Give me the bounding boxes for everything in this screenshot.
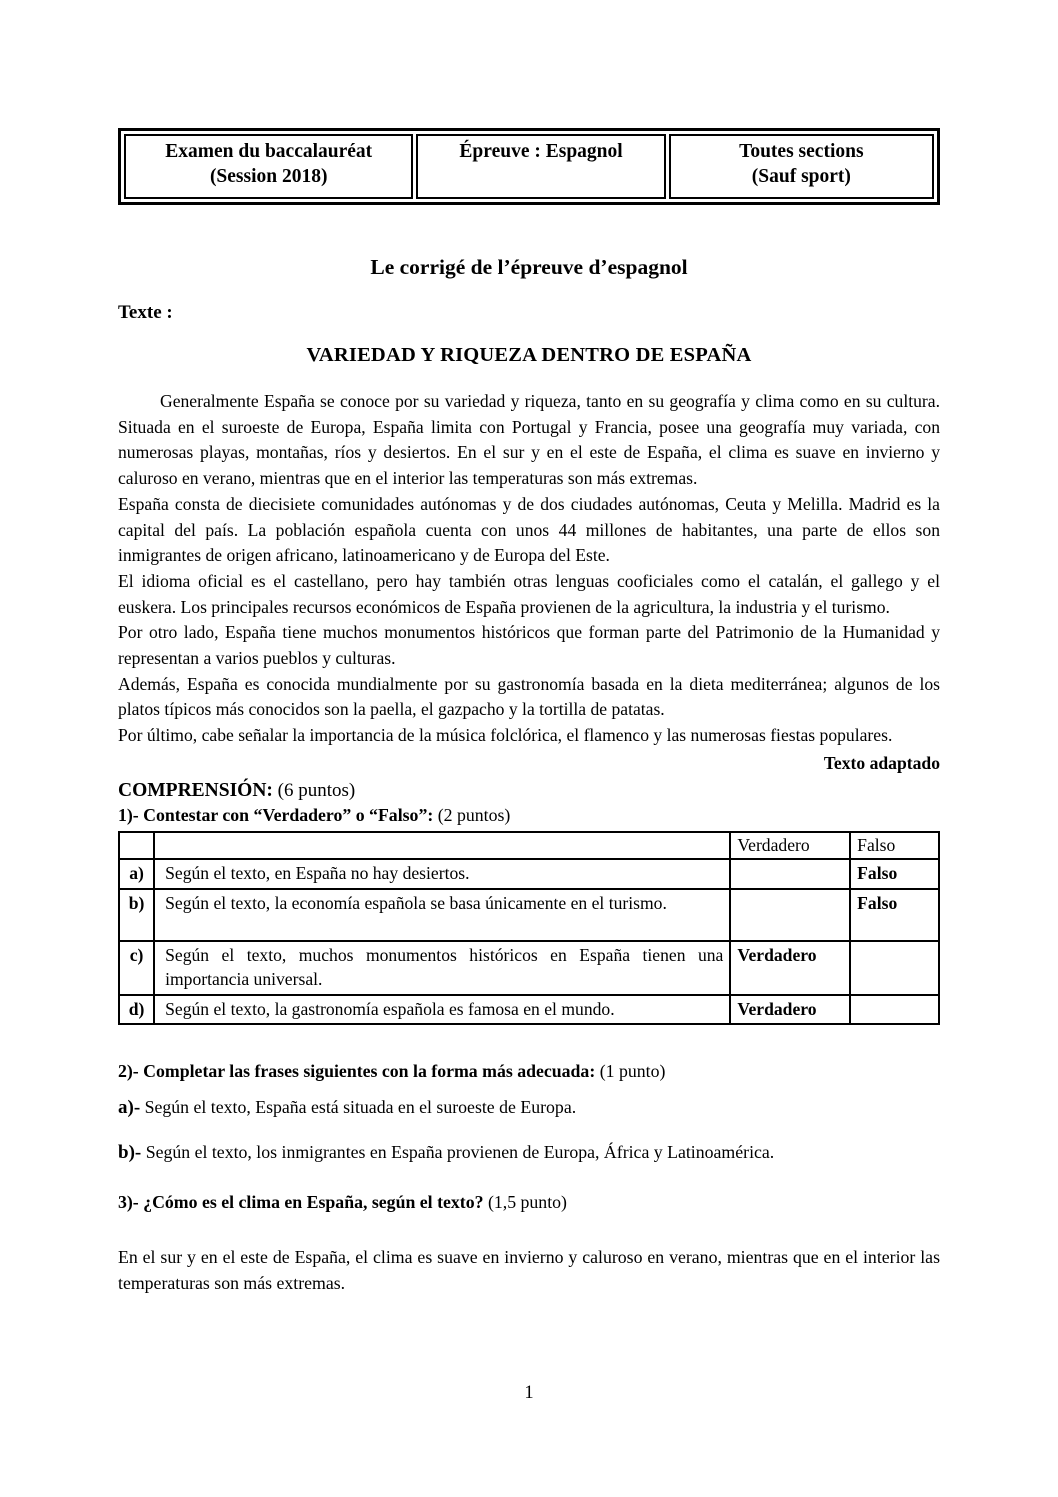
header-exam-line1: Examen du baccalauréat [165, 141, 373, 162]
header-table [118, 128, 940, 205]
paragraph: Generalmente España se conoce por su variedad y riqueza, tanto en su geografía y clima como en su cultura. Situada en el suroeste de Europa, España limita con Portugal y Francia, posee una geografía muy variada, con numerosas playas, montañas, ríos y desiertos. En el sur y en el este de España, el clima es suave en invierno y caluroso en verano, mientras que en el interior las temperaturas son más extremas. [118, 391, 940, 489]
paragraph: Por otro lado, España tiene muchos monumentos históricos que forman parte del Patrimonio de la Humanidad y representan a varios pueblos y culturas. [118, 622, 940, 669]
row-letter: c) [119, 941, 154, 995]
q1-points: (2 puntos) [437, 804, 511, 825]
paragraph: Además, España es conocida mundialmente por su gastronomía basada en la dieta mediterránea; algunos de los platos típicos más conocidos son la paella, el gazpacho y la tortilla de patatas. [118, 673, 940, 720]
texto-adaptado-note: Texto adaptado [823, 752, 940, 773]
comprension-label: COMPRENSIÓN: [118, 779, 273, 801]
header-cell-sections [669, 134, 934, 199]
paragraph: Por último, cabe señalar la importancia de la música folclórica, el flamenco y las numerosas fiestas populares. [118, 725, 893, 746]
q3-heading [118, 1190, 940, 1215]
table-header-row [119, 832, 939, 860]
row-letter: d) [119, 995, 154, 1025]
reading-text [118, 389, 940, 749]
verdadero-cell: Verdadero [730, 941, 850, 995]
falso-cell [850, 941, 939, 995]
table-row [119, 889, 939, 941]
q1-label: 1)- Contestar con “Verdadero” o “Falso”: [118, 804, 434, 825]
q2-answer-b-prefix: b)- [118, 1142, 142, 1164]
row-letter: b) [119, 889, 154, 941]
header-cell-exam [124, 134, 413, 199]
row-statement: Según el texto, en España no hay desiertos. [154, 859, 730, 889]
row-letter: a) [119, 859, 154, 889]
row-statement: Según el texto, la gastronomía española es famosa en el mundo. [154, 995, 730, 1025]
q2-points: (1 punto) [599, 1061, 666, 1082]
comprension-points: (6 puntos) [277, 779, 356, 801]
q3-answer: En el sur y en el este de España, el clima es suave en invierno y caluroso en verano, mientras que en el interior las temperaturas son más extremas. [118, 1247, 940, 1294]
header-sections-line2: (Sauf sport) [751, 166, 851, 187]
page-title: Le corrigé de l’épreuve d’espagnol [370, 255, 688, 279]
header-statement-cell [154, 832, 730, 860]
verdadero-cell [730, 889, 850, 941]
page-number: 1 [524, 1383, 534, 1403]
verdadero-column-header: Verdadero [730, 832, 850, 860]
q3-points: (1,5 punto) [487, 1192, 567, 1213]
falso-cell: Falso [850, 859, 939, 889]
q2-answer-b [118, 1140, 940, 1165]
q1-heading [118, 803, 940, 828]
texte-label: Texte : [118, 302, 173, 323]
paragraph: El idioma oficial es el castellano, pero hay también otras lenguas cooficiales como el catalán, el gallego y el euskera. Los principales recursos económicos de España provienen de la agricultura, la industria y el turismo. [118, 570, 940, 617]
header-letter-cell [119, 832, 154, 860]
q2-answer-b-text: Según el texto, los inmigrantes en España provienen de Europa, África y Latinoamérica. [145, 1142, 775, 1163]
text-title: VARIEDAD Y RIQUEZA DENTRO DE ESPAÑA [306, 344, 752, 366]
falso-column-header: Falso [850, 832, 939, 860]
q2-answer-a-prefix: a)- [118, 1097, 141, 1119]
header-exam-line2: (Session 2018) [209, 166, 328, 187]
q2-answer-a [118, 1095, 940, 1120]
table-row [119, 995, 939, 1025]
q2-answer-a-text: Según el texto, España está situada en el suroeste de Europa. [144, 1097, 577, 1118]
q3-label: 3)- ¿Cómo es el clima en España, según el texto? [118, 1192, 484, 1213]
verdadero-cell: Verdadero [730, 995, 850, 1025]
q2-heading [118, 1059, 940, 1084]
row-statement: Según el texto, la economía española se basa únicamente en el turismo. [154, 889, 730, 941]
comprension-heading [118, 778, 940, 803]
table-row [119, 941, 939, 995]
header-cell-subject [416, 134, 665, 199]
q2-label: 2)- Completar las frases siguientes con la forma más adecuada: [118, 1061, 596, 1082]
falso-cell: Falso [850, 889, 939, 941]
header-subject-line1: Épreuve : Espagnol [459, 141, 623, 162]
row-statement: Según el texto, muchos monumentos históricos en España tienen una importancia universal. [154, 941, 730, 995]
verdadero-cell [730, 859, 850, 889]
falso-cell [850, 995, 939, 1025]
paragraph: España consta de diecisiete comunidades autónomas y de dos ciudades autónomas, Ceuta y Melilla. Madrid es la capital del país. La población española cuenta con unos 44 millones de habitantes, una parte de ellos son inmigrantes de origen africano, latinoamericano y de Europa del Este. [118, 493, 940, 566]
table-row [119, 859, 939, 889]
true-false-table [118, 831, 940, 1026]
header-sections-line1: Toutes sections [739, 141, 864, 162]
